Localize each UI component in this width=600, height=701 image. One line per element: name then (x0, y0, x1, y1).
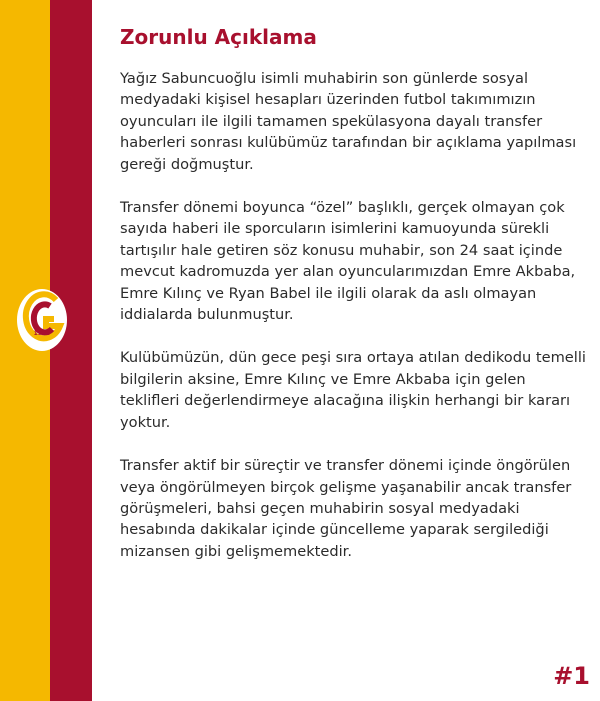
paragraph-1: Yağız Sabuncuoğlu isimli muhabirin son günlerde sosyal medyadaki kişisel hesapları üzerinden futbol takımımızın oyuncuları ile ilgili tamamen spekülasyona dayalı transfer haberleri sonrası kulübümüz tarafından bir açıklama yapılması gereği doğmuştur. (120, 70, 577, 173)
document-title: Zorunlu Açıklama (120, 25, 317, 49)
page-number: #1 (553, 662, 590, 690)
paragraph-4: Transfer aktif bir süreçtir ve transfer dönemi içinde öngörülen veya öngörülmeyen birçok gelişme yaşanabilir ancak transfer görüşmeleri, bahsi geçen muhabirin sosyal medyadaki hesabında dakikalar içinde güncelleme yaparak sergilediği mizansen gibi gelişmemektedir. (120, 457, 572, 560)
logo-year: 1905 (33, 330, 51, 337)
club-logo-icon (16, 288, 68, 352)
paragraph-3: Kulübümüzün, dün gece peşi sıra ortaya atılan dedikodu temelli bilgilerin aksine, Emre Kılınç ve Emre Akbaba için gelen teklifleri değerlendirmeye alacağına ilişkin herhangi bir kararı yoktur. (120, 349, 586, 431)
paragraph-2: Transfer dönemi boyunca “özel” başlıklı, gerçek olmayan çok sayıda haberi ile sporcuların isimlerini kamuoyunda sürekli tartışılır hale getiren söz konusu muhabir, son 24 saat içinde mevcut kadromuzda yer alan oyuncularımızdan Emre Akbaba, Emre Kılınç ve Ryan Babel ile ilgili olarak da aslı olmayan iddialarda bulunmuştur. (120, 199, 576, 324)
statement-document (120, 24, 588, 584)
club-logo (16, 288, 68, 352)
